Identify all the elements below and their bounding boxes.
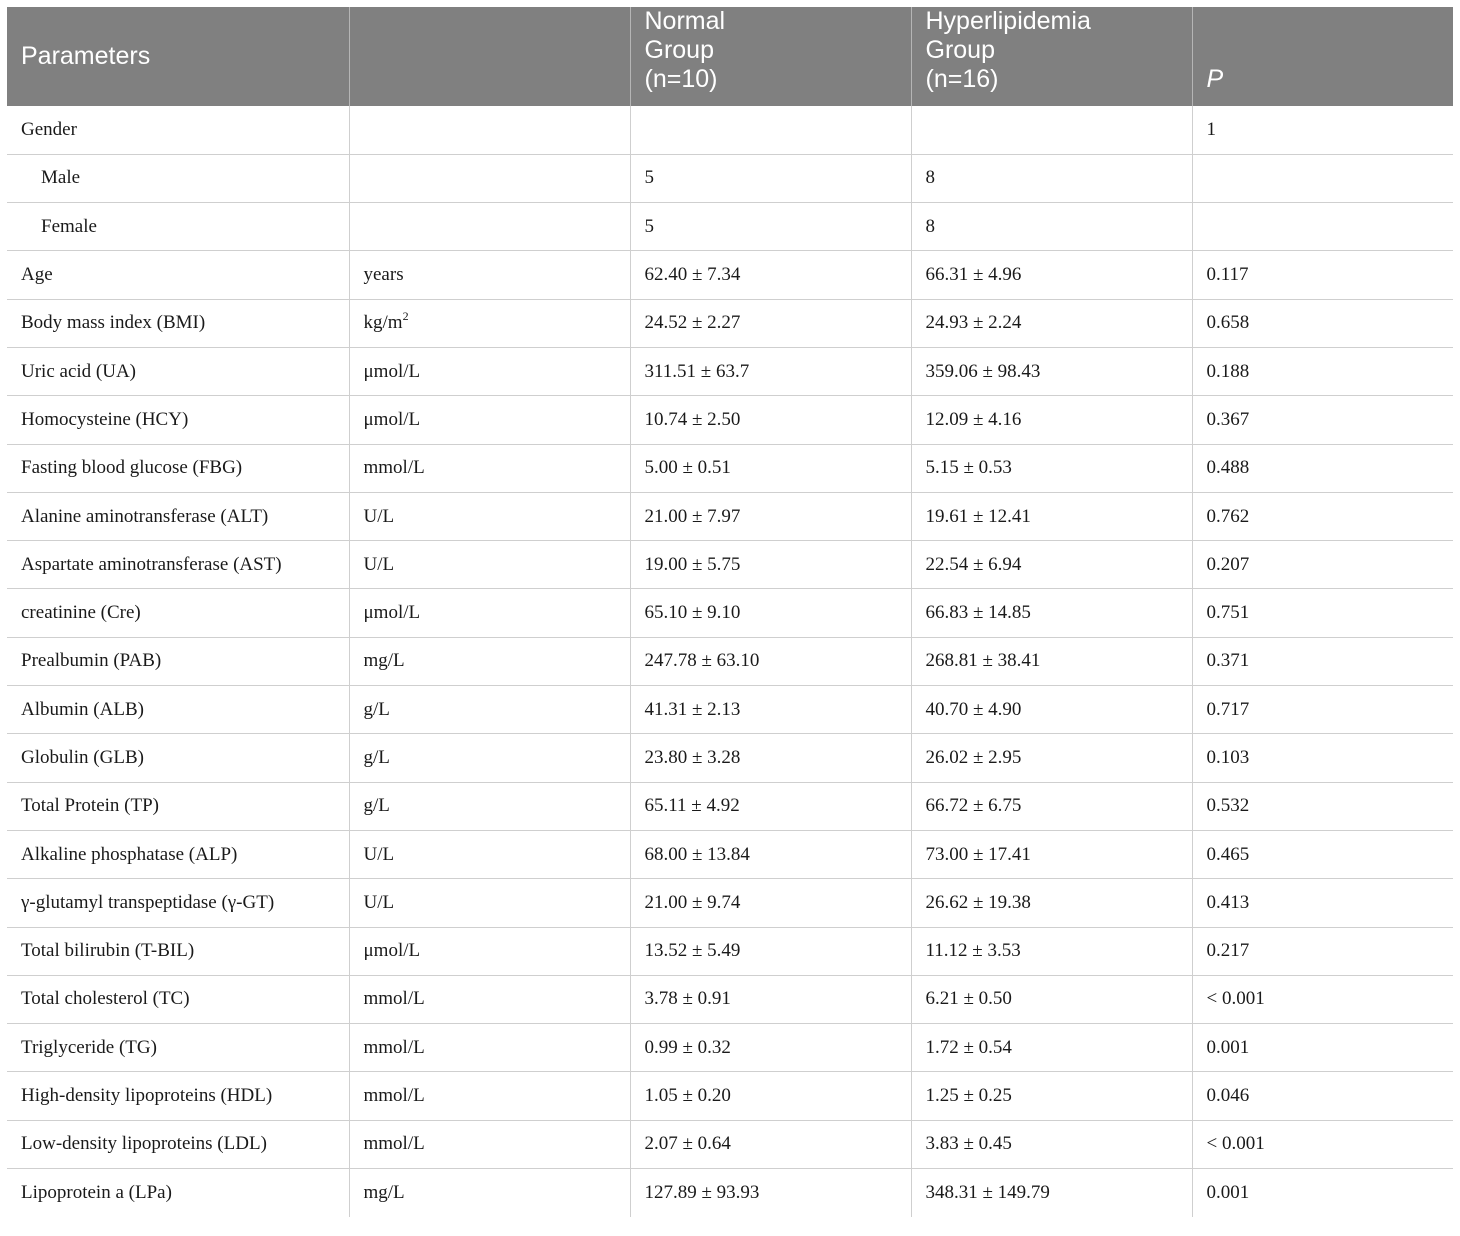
table-row — [7, 154, 1453, 202]
cell-p-value — [1192, 589, 1453, 637]
cell-hyperlipidemia-group — [911, 154, 1192, 202]
cell-parameter — [7, 686, 349, 734]
cell-hyperlipidemia-group-text: 8 — [925, 167, 935, 189]
cell-p-value — [1192, 686, 1453, 734]
cell-hyperlipidemia-group-text: 66.72 ± 6.75 — [925, 795, 1022, 817]
cell-unit — [349, 782, 630, 830]
cell-parameter — [7, 734, 349, 782]
cell-hyperlipidemia-group-text: 1.72 ± 0.54 — [925, 1036, 1012, 1058]
cell-p-value-text: 0.046 — [1206, 1085, 1250, 1107]
cell-unit-text: g/L — [363, 698, 390, 720]
cell-parameter-text: creatinine (Cre) — [21, 602, 141, 624]
cell-unit — [349, 1120, 630, 1168]
cell-hyperlipidemia-group-text: 11.12 ± 3.53 — [925, 940, 1021, 962]
cell-hyperlipidemia-group — [911, 251, 1192, 299]
cell-parameter-text: Body mass index (BMI) — [21, 312, 206, 334]
cell-normal-group — [630, 1169, 911, 1217]
cell-p-value — [1192, 1024, 1453, 1072]
cell-normal-group-text: 65.11 ± 4.92 — [644, 795, 740, 817]
cell-parameter — [7, 1024, 349, 1072]
cell-parameter-text: Total bilirubin (T-BIL) — [21, 940, 195, 962]
cell-unit — [349, 396, 630, 444]
cell-normal-group — [630, 734, 911, 782]
cell-normal-group — [630, 299, 911, 347]
table-row — [7, 347, 1453, 395]
cell-p-value — [1192, 541, 1453, 589]
cell-p-value — [1192, 782, 1453, 830]
table-row — [7, 1169, 1453, 1217]
cell-parameter — [7, 444, 349, 492]
cell-hyperlipidemia-group-text: 66.83 ± 14.85 — [925, 602, 1031, 624]
cell-parameter — [7, 106, 349, 154]
cell-p-value-text: 0.751 — [1206, 602, 1250, 624]
cell-parameter — [7, 396, 349, 444]
cell-unit-text: mmol/L — [363, 988, 425, 1010]
cell-parameter-text: Male — [41, 167, 81, 189]
cell-normal-group-text: 24.52 ± 2.27 — [644, 312, 741, 334]
cell-parameter — [7, 879, 349, 927]
cell-hyperlipidemia-group-text: 359.06 ± 98.43 — [925, 360, 1041, 382]
cell-p-value — [1192, 1120, 1453, 1168]
cell-p-value-text: < 0.001 — [1206, 1133, 1265, 1155]
cell-unit — [349, 1072, 630, 1120]
cell-normal-group-text: 2.07 ± 0.64 — [644, 1133, 731, 1155]
cell-unit — [349, 154, 630, 202]
header-normal-line-1: Normal — [644, 7, 726, 35]
cell-unit-text: mg/L — [363, 650, 405, 672]
cell-hyperlipidemia-group-text: 1.25 ± 0.25 — [925, 1085, 1012, 1107]
cell-normal-group — [630, 492, 911, 540]
cell-unit — [349, 541, 630, 589]
cell-parameter — [7, 1120, 349, 1168]
cell-p-value-text: 0.717 — [1206, 698, 1250, 720]
cell-normal-group-text: 41.31 ± 2.13 — [644, 698, 741, 720]
cell-p-value-text: 0.367 — [1206, 408, 1250, 430]
cell-p-value — [1192, 106, 1453, 154]
table-row — [7, 106, 1453, 154]
table-row — [7, 830, 1453, 878]
cell-hyperlipidemia-group-text: 12.09 ± 4.16 — [925, 408, 1022, 430]
cell-hyperlipidemia-group — [911, 1169, 1192, 1217]
header-hyper-line-1: Hyperlipidemia — [925, 7, 1091, 35]
cell-unit-text: mmol/L — [363, 457, 425, 479]
cell-parameter-text: Albumin (ALB) — [21, 698, 144, 720]
cell-p-value — [1192, 879, 1453, 927]
cell-unit-text: U/L — [363, 505, 395, 527]
cell-unit — [349, 106, 630, 154]
unit-superscript: 2 — [402, 309, 409, 324]
cell-hyperlipidemia-group — [911, 686, 1192, 734]
table-row — [7, 541, 1453, 589]
cell-normal-group-text: 21.00 ± 7.97 — [644, 505, 741, 527]
cell-parameter — [7, 154, 349, 202]
cell-p-value-text: < 0.001 — [1206, 988, 1265, 1010]
data-table-container — [7, 7, 1453, 1217]
cell-hyperlipidemia-group — [911, 879, 1192, 927]
cell-hyperlipidemia-group-text: 26.02 ± 2.95 — [925, 747, 1022, 768]
cell-unit-text: μmol/L — [363, 940, 421, 962]
cell-normal-group-text: 5 — [644, 167, 654, 189]
cell-parameter-text: Alanine aminotransferase (ALT) — [21, 505, 269, 527]
cell-hyperlipidemia-group-text: 8 — [925, 215, 935, 237]
cell-hyperlipidemia-group-text: 24.93 ± 2.24 — [925, 312, 1022, 334]
cell-normal-group-text: 19.00 ± 5.75 — [644, 553, 741, 575]
cell-p-value — [1192, 203, 1453, 251]
cell-normal-group-text: 21.00 ± 9.74 — [644, 891, 741, 913]
cell-parameter — [7, 347, 349, 395]
cell-p-value-text: 0.188 — [1206, 360, 1250, 382]
cell-p-value-text: 0.217 — [1206, 940, 1250, 962]
cell-unit-text: U/L — [363, 843, 395, 865]
cell-unit — [349, 734, 630, 782]
header-hyper-line-2: Group — [925, 36, 995, 64]
cell-hyperlipidemia-group — [911, 734, 1192, 782]
cell-parameter-text: Low-density lipoproteins (LDL) — [21, 1133, 267, 1155]
cell-parameter — [7, 1072, 349, 1120]
cell-hyperlipidemia-group-text: 3.83 ± 0.45 — [925, 1133, 1012, 1155]
table-row — [7, 203, 1453, 251]
cell-p-value-text: 0.207 — [1206, 553, 1250, 575]
cell-normal-group-text: 68.00 ± 13.84 — [644, 843, 750, 865]
cell-normal-group — [630, 589, 911, 637]
cell-p-value — [1192, 299, 1453, 347]
cell-parameter-text: Fasting blood glucose (FBG) — [21, 457, 243, 479]
cell-unit-text: mmol/L — [363, 1133, 425, 1155]
cell-unit-text: g/L — [363, 795, 390, 817]
cell-unit — [349, 492, 630, 540]
cell-parameter-text: Female — [41, 215, 97, 237]
cell-hyperlipidemia-group-text: 22.54 ± 6.94 — [925, 553, 1022, 575]
cell-normal-group-text: 311.51 ± 63.7 — [644, 360, 750, 382]
cell-unit-text: μmol/L — [363, 602, 421, 624]
cell-parameter — [7, 541, 349, 589]
header-normal-line-3: (n=10) — [644, 65, 718, 93]
cell-p-value — [1192, 734, 1453, 782]
cell-normal-group — [630, 782, 911, 830]
cell-hyperlipidemia-group-text: 26.62 ± 19.38 — [925, 891, 1031, 913]
cell-parameter-text: Gender — [21, 118, 77, 140]
cell-p-value — [1192, 492, 1453, 540]
cell-normal-group-text: 5 — [644, 215, 654, 237]
cell-normal-group — [630, 444, 911, 492]
cell-normal-group-text: 127.89 ± 93.93 — [644, 1181, 760, 1203]
cell-normal-group — [630, 541, 911, 589]
cell-p-value-text: 0.465 — [1206, 843, 1250, 865]
cell-hyperlipidemia-group — [911, 927, 1192, 975]
cell-hyperlipidemia-group — [911, 1024, 1192, 1072]
cell-p-value — [1192, 444, 1453, 492]
cell-normal-group — [630, 927, 911, 975]
cell-parameter-text: Alkaline phosphatase (ALP) — [21, 843, 238, 865]
cell-parameter — [7, 203, 349, 251]
cell-normal-group-text: 3.78 ± 0.91 — [644, 988, 731, 1010]
cell-unit — [349, 1169, 630, 1217]
cell-normal-group — [630, 154, 911, 202]
cell-parameter-text: Aspartate aminotransferase (AST) — [21, 553, 282, 575]
cell-p-value-text: 0.658 — [1206, 312, 1250, 334]
cell-p-value-text: 0.001 — [1206, 1036, 1250, 1058]
cell-parameter-text: Total cholesterol (TC) — [21, 988, 190, 1010]
cell-normal-group — [630, 106, 911, 154]
cell-unit-text: mmol/L — [363, 1036, 425, 1058]
table-row — [7, 1024, 1453, 1072]
header-p-value: P — [1192, 7, 1453, 106]
cell-p-value — [1192, 396, 1453, 444]
cell-parameter — [7, 782, 349, 830]
table-row — [7, 975, 1453, 1023]
cell-normal-group — [630, 203, 911, 251]
cell-p-value — [1192, 975, 1453, 1023]
table-body — [7, 106, 1453, 1217]
cell-parameter-text: Age — [21, 264, 53, 286]
parameters-table — [7, 7, 1453, 1217]
cell-unit-text: U/L — [363, 891, 395, 913]
cell-unit — [349, 830, 630, 878]
cell-p-value — [1192, 637, 1453, 685]
cell-normal-group-text: 65.10 ± 9.10 — [644, 602, 741, 624]
header-parameters: Parameters — [7, 7, 349, 106]
table-row — [7, 444, 1453, 492]
header-unit — [349, 7, 630, 106]
cell-p-value — [1192, 154, 1453, 202]
cell-parameter — [7, 299, 349, 347]
cell-unit-text: μmol/L — [363, 408, 421, 430]
table-row — [7, 637, 1453, 685]
header-row — [7, 7, 1453, 106]
cell-parameter — [7, 927, 349, 975]
cell-normal-group-text: 23.80 ± 3.28 — [644, 747, 741, 768]
table-row — [7, 299, 1453, 347]
cell-p-value — [1192, 830, 1453, 878]
cell-normal-group-text: 247.78 ± 63.10 — [644, 650, 760, 672]
table-row — [7, 734, 1453, 782]
table-row — [7, 1120, 1453, 1168]
cell-p-value-text: 0.762 — [1206, 505, 1250, 527]
cell-p-value — [1192, 927, 1453, 975]
cell-parameter-text: Total Protein (TP) — [21, 795, 159, 817]
cell-normal-group — [630, 251, 911, 299]
cell-normal-group-text: 10.74 ± 2.50 — [644, 408, 741, 430]
cell-normal-group — [630, 347, 911, 395]
cell-hyperlipidemia-group — [911, 589, 1192, 637]
cell-unit — [349, 686, 630, 734]
cell-parameter — [7, 589, 349, 637]
cell-p-value — [1192, 1072, 1453, 1120]
cell-unit-text: μmol/L — [363, 360, 421, 382]
cell-p-value — [1192, 347, 1453, 395]
cell-hyperlipidemia-group — [911, 975, 1192, 1023]
cell-p-value-text: 0.371 — [1206, 650, 1250, 672]
cell-hyperlipidemia-group-text: 73.00 ± 17.41 — [925, 843, 1031, 865]
cell-parameter-text: Lipoprotein a (LPa) — [21, 1181, 172, 1203]
cell-parameter-text: Uric acid (UA) — [21, 360, 137, 382]
cell-p-value-text: 0.001 — [1206, 1181, 1250, 1203]
table-row — [7, 686, 1453, 734]
cell-hyperlipidemia-group-text: 40.70 ± 4.90 — [925, 698, 1022, 720]
cell-hyperlipidemia-group-text: 6.21 ± 0.50 — [925, 988, 1012, 1010]
cell-p-value — [1192, 1169, 1453, 1217]
table-row — [7, 396, 1453, 444]
cell-hyperlipidemia-group — [911, 1120, 1192, 1168]
cell-parameter — [7, 637, 349, 685]
cell-p-value — [1192, 251, 1453, 299]
cell-hyperlipidemia-group — [911, 396, 1192, 444]
cell-normal-group — [630, 686, 911, 734]
table-header — [7, 7, 1453, 106]
cell-normal-group — [630, 830, 911, 878]
cell-p-value-text: 0.117 — [1206, 264, 1249, 286]
cell-hyperlipidemia-group — [911, 782, 1192, 830]
cell-unit — [349, 589, 630, 637]
cell-unit-text: U/L — [363, 553, 395, 575]
cell-normal-group — [630, 975, 911, 1023]
cell-hyperlipidemia-group-text: 19.61 ± 12.41 — [925, 505, 1031, 527]
cell-normal-group — [630, 1120, 911, 1168]
cell-unit — [349, 203, 630, 251]
cell-p-value-text: 1 — [1206, 118, 1216, 140]
cell-parameter-text: Homocysteine (HCY) — [21, 408, 189, 430]
cell-unit — [349, 347, 630, 395]
cell-normal-group — [630, 637, 911, 685]
cell-unit-text: mmol/L — [363, 1085, 425, 1107]
cell-unit — [349, 1024, 630, 1072]
cell-hyperlipidemia-group-text: 348.31 ± 149.79 — [925, 1181, 1050, 1203]
cell-hyperlipidemia-group — [911, 347, 1192, 395]
cell-normal-group-text: 13.52 ± 5.49 — [644, 940, 741, 962]
cell-normal-group-text: 5.00 ± 0.51 — [644, 457, 731, 479]
cell-unit — [349, 444, 630, 492]
cell-normal-group-text: 62.40 ± 7.34 — [644, 264, 741, 286]
cell-hyperlipidemia-group-text: 5.15 ± 0.53 — [925, 457, 1012, 479]
header-hyperlipidemia-group — [911, 7, 1192, 106]
cell-hyperlipidemia-group — [911, 830, 1192, 878]
cell-unit — [349, 927, 630, 975]
header-normal-group — [630, 7, 911, 106]
cell-normal-group-text: 0.99 ± 0.32 — [644, 1036, 731, 1058]
cell-p-value-text: 0.413 — [1206, 891, 1250, 913]
cell-hyperlipidemia-group — [911, 541, 1192, 589]
cell-p-value-text: 0.532 — [1206, 795, 1250, 817]
cell-parameter-text: High-density lipoproteins (HDL) — [21, 1085, 273, 1107]
cell-hyperlipidemia-group — [911, 492, 1192, 540]
header-normal-line-2: Group — [644, 36, 714, 64]
cell-parameter-text: Prealbumin (PAB) — [21, 650, 162, 672]
cell-unit — [349, 879, 630, 927]
cell-normal-group-text: 1.05 ± 0.20 — [644, 1085, 731, 1107]
cell-unit-text: mg/L — [363, 1181, 405, 1203]
cell-hyperlipidemia-group-text: 268.81 ± 38.41 — [925, 650, 1041, 672]
cell-unit — [349, 975, 630, 1023]
cell-parameter — [7, 975, 349, 1023]
table-row — [7, 251, 1453, 299]
cell-unit — [349, 251, 630, 299]
cell-hyperlipidemia-group — [911, 637, 1192, 685]
cell-parameter — [7, 492, 349, 540]
cell-hyperlipidemia-group — [911, 299, 1192, 347]
cell-unit-text: g/L — [363, 747, 390, 768]
cell-hyperlipidemia-group-text: 66.31 ± 4.96 — [925, 264, 1022, 286]
cell-p-value-text: 0.103 — [1206, 747, 1250, 768]
cell-parameter-text: Globulin (GLB) — [21, 747, 144, 768]
cell-unit-text: kg/m — [363, 312, 403, 334]
cell-parameter-text: Triglyceride (TG) — [21, 1036, 157, 1058]
cell-normal-group — [630, 879, 911, 927]
table-row — [7, 879, 1453, 927]
cell-normal-group — [630, 1024, 911, 1072]
cell-hyperlipidemia-group — [911, 444, 1192, 492]
table-row — [7, 927, 1453, 975]
cell-hyperlipidemia-group — [911, 106, 1192, 154]
cell-parameter — [7, 830, 349, 878]
cell-unit — [349, 637, 630, 685]
table-row — [7, 1072, 1453, 1120]
cell-p-value-text: 0.488 — [1206, 457, 1250, 479]
cell-parameter — [7, 251, 349, 299]
table-row — [7, 782, 1453, 830]
header-hyper-line-3: (n=16) — [925, 65, 999, 93]
table-row — [7, 492, 1453, 540]
cell-unit-text: years — [363, 264, 404, 286]
cell-parameter-text: γ-glutamyl transpeptidase (γ-GT) — [21, 891, 275, 913]
cell-unit — [349, 299, 630, 347]
cell-parameter — [7, 1169, 349, 1217]
cell-hyperlipidemia-group — [911, 203, 1192, 251]
cell-normal-group — [630, 1072, 911, 1120]
table-row — [7, 589, 1453, 637]
cell-normal-group — [630, 396, 911, 444]
cell-hyperlipidemia-group — [911, 1072, 1192, 1120]
